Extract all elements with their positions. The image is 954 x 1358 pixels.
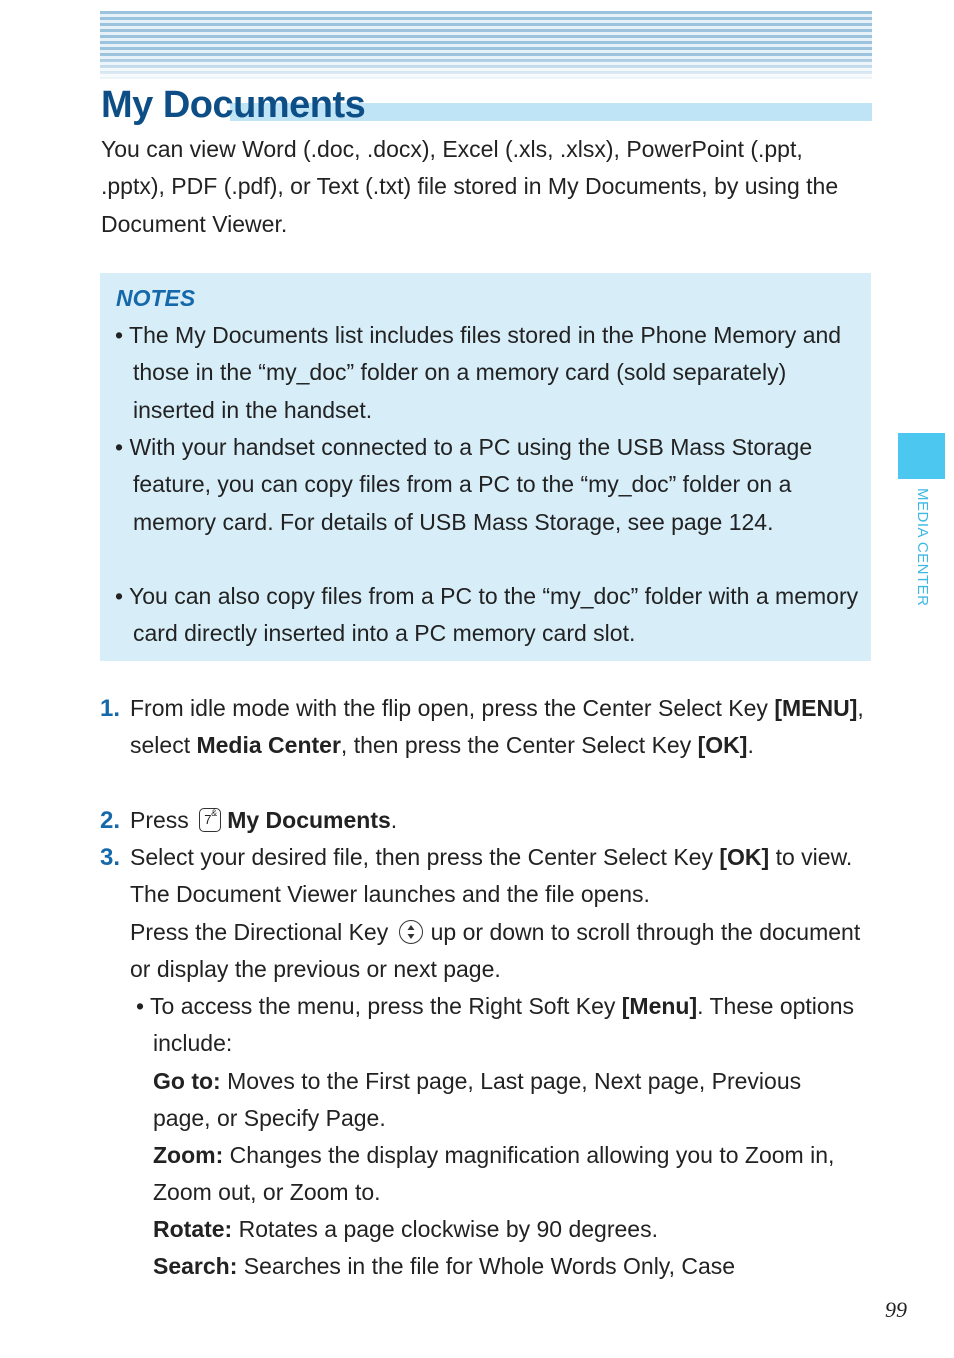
notes-box [100, 273, 871, 661]
step-text: , select [130, 695, 864, 759]
menu-name: My Documents [227, 807, 391, 833]
step-3 [100, 839, 865, 988]
option-label: Zoom: [153, 1142, 224, 1168]
step-text: to view. The Document Viewer launches and the file opens. [130, 844, 853, 908]
step-1 [100, 690, 865, 765]
section-tab [898, 433, 945, 479]
step-text: . [390, 807, 398, 833]
step-text: . [747, 732, 754, 759]
key-label: [OK] [697, 732, 748, 759]
step-text: Select your desired file, then press the Center Select Key [130, 844, 720, 870]
header-stripes [100, 11, 872, 79]
step-number: 1. [100, 695, 121, 722]
note-item: • The My Documents list includes files stored in the Phone Memory and those in the “my_doc” folder on a memory card (sold separately) inserted in the handset. [115, 322, 842, 423]
option-rotate [153, 1211, 865, 1248]
key-label: [OK] [719, 844, 770, 870]
option-label: Go to: [153, 1068, 221, 1094]
option-desc: Changes the display magnification allowing you to Zoom in, Zoom out, or Zoom to. [153, 1142, 835, 1206]
option-zoom [153, 1137, 865, 1212]
step-number: 2. [100, 807, 121, 834]
step-text: Press [130, 807, 189, 833]
step-text: From idle mode with the flip open, press the Center Select Key [130, 695, 775, 721]
menu-name: Media Center [196, 732, 341, 759]
intro-paragraph: You can view Word (.doc, .docx), Excel (.xls, .xlsx), PowerPoint (.ppt, .pptx), PDF (.pdf), or Text (.txt) file stored in My Documents, by using the Document Viewer. [101, 136, 839, 237]
step-number: 3. [100, 844, 121, 871]
page-number: 99 [885, 1297, 907, 1322]
option-desc: Rotates a page clockwise by 90 degrees. [232, 1216, 658, 1242]
menu-bullet: • To access the menu, press the Right Soft Key [Menu]. These options include: [136, 993, 854, 1057]
option-search [153, 1248, 865, 1285]
key-label: [Menu] [621, 993, 698, 1019]
option-label: Search: [153, 1253, 238, 1279]
page-title: My Documents [101, 84, 366, 126]
option-desc: Moves to the First page, Last page, Next page, Previous page, or Specify Page. [153, 1068, 802, 1132]
step-text: , then press the Center Select Key [340, 732, 698, 759]
key-7-icon: 7 & [199, 808, 221, 832]
step-2 [100, 802, 865, 839]
option-label: Rotate: [153, 1216, 233, 1242]
option-goto [153, 1063, 865, 1138]
note-item: • With your handset connected to a PC using the USB Mass Storage feature, you can copy files from a PC to the “my_doc” folder on a memory card. For details of USB Mass Storage, see page 124. [115, 434, 813, 535]
directional-key-icon [399, 920, 423, 944]
key-label: [MENU] [774, 695, 858, 721]
step-text: Press the Directional Key [130, 918, 389, 945]
step-text: up or down to scroll through the document or display the previous or next page. [130, 918, 861, 982]
notes-heading: NOTES [116, 285, 196, 311]
section-label: MEDIA CENTER [914, 488, 931, 607]
note-item: • You can also copy files from a PC to the “my_doc” folder with a memory card directly inserted into a PC memory card slot. [115, 583, 859, 647]
option-desc: Searches in the file for Whole Words Only, Case [237, 1253, 736, 1279]
